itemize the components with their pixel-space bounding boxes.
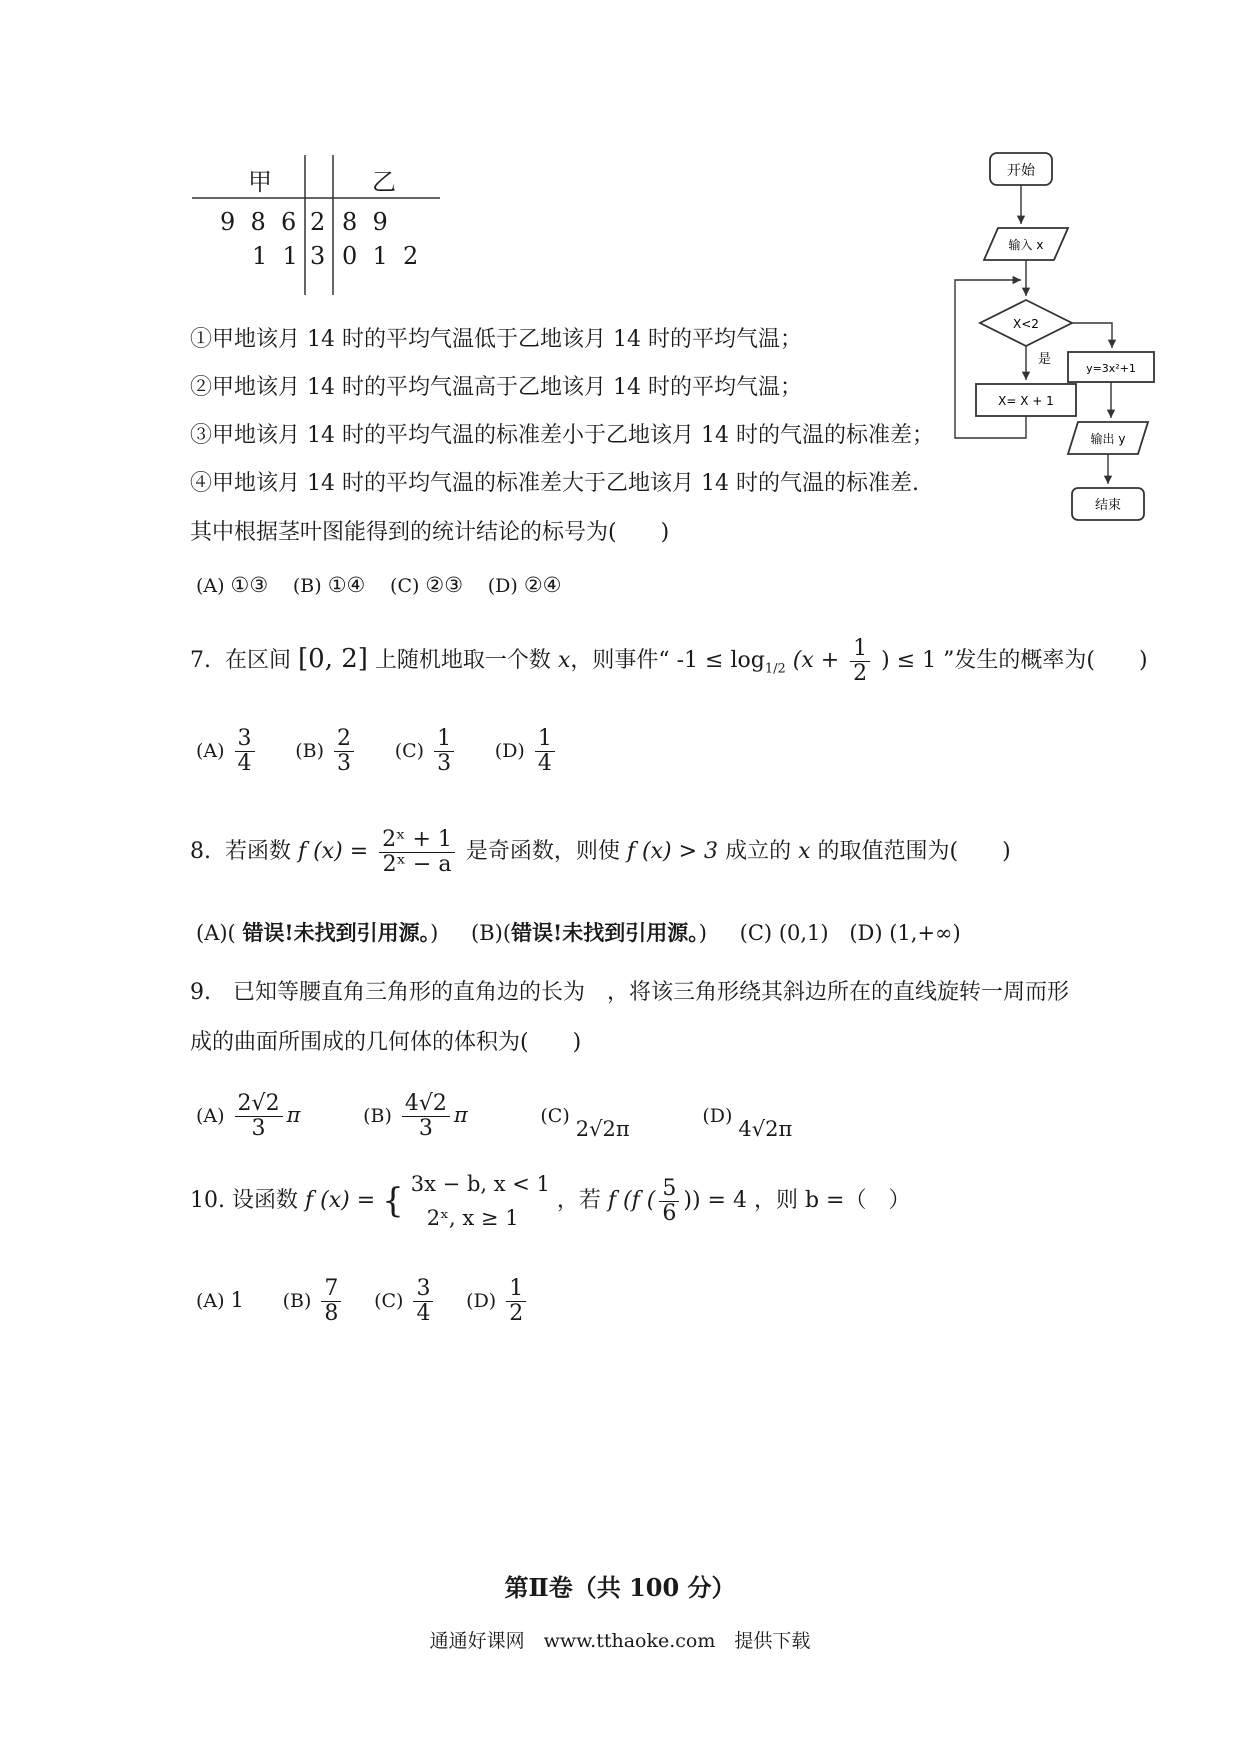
flow-cond: X<2 bbox=[1013, 317, 1039, 331]
question-10: 10. 设函数 f (x) = { 3x − b, x < 1 2ˣ, x ≥ 1 ，若 f (f ( $\frac{5}{6}$ )) = 4 ，则 b =（ ） bbox=[190, 1166, 910, 1236]
q10-brace: { bbox=[382, 1181, 404, 1221]
flow-input: 输入 x bbox=[1008, 238, 1044, 252]
stemleaf-row2-right: 0 1 2 bbox=[342, 242, 419, 270]
q8-option-a: (A)( 错误!未找到引用源。) bbox=[196, 920, 439, 945]
q10-option-b: (B) $\frac{7}{8}$ bbox=[283, 1288, 346, 1312]
flowchart bbox=[950, 148, 1170, 533]
question-8: 8. 若函数 f (x) = $\frac{\text{2ˣ + 1}}{\text{2ˣ − a}}$ 是奇函数，则使 f (x) > 3 成立的 x 的取值范围为( ) bbox=[190, 826, 1011, 877]
q7-fraction: $\frac{1}{2}$ bbox=[850, 637, 870, 686]
flow-yes: 是 bbox=[1038, 352, 1052, 367]
stemleaf-left-header: 甲 bbox=[248, 168, 272, 196]
q8-fraction: $\frac{\text{2ˣ + 1}}{\text{2ˣ − a}}$ bbox=[379, 828, 455, 877]
q8-option-d: (D) (1,+∞) bbox=[849, 921, 961, 945]
q7-option-c: (C) $\frac{1}{3}$ bbox=[395, 738, 458, 762]
statement-1: ①甲地该月 14 时的平均气温低于乙地该月 14 时的平均气温； bbox=[190, 327, 802, 352]
q6-prompt: 其中根据茎叶图能得到的统计结论的标号为( ) bbox=[190, 520, 670, 545]
q8-option-b: (B)(错误!未找到引用源。) bbox=[471, 920, 707, 945]
q9-option-d: (D)4√2π bbox=[702, 1105, 793, 1141]
flow-calc: y=3x²+1 bbox=[1086, 362, 1136, 375]
statement-4: ④甲地该月 14 时的平均气温的标准差大于乙地该月 14 时的气温的标准差. bbox=[190, 471, 919, 496]
question-9-line2: 成的曲面所围成的几何体的体积为( ) bbox=[190, 1030, 582, 1055]
stemleaf-row1-right: 8 9 bbox=[342, 208, 388, 236]
q8-options bbox=[196, 918, 961, 948]
q7-option-a: (A) $\frac{3}{4}$ bbox=[196, 738, 259, 762]
q10-cases: 3x − b, x < 1 2ˣ, x ≥ 1 bbox=[410, 1172, 550, 1230]
q7-interval: [0, 2] bbox=[298, 644, 368, 674]
stemleaf-row2-left: 1 1 bbox=[252, 242, 298, 270]
q9-option-a: (A) $\frac{2√2}{3}$ π bbox=[196, 1091, 301, 1141]
stemleaf-row2-stem: 3 bbox=[310, 242, 326, 270]
flowchart-svg bbox=[950, 148, 1170, 533]
stemleaf-row1-stem: 2 bbox=[310, 208, 326, 236]
q8-option-c: (C) (0,1) bbox=[739, 921, 829, 945]
flow-assign: X= X + 1 bbox=[998, 394, 1054, 408]
q7-options bbox=[196, 722, 559, 779]
q10-option-a: (A) 1 bbox=[196, 1288, 244, 1312]
section-title: 第Ⅱ卷（共 100 分） bbox=[504, 1573, 736, 1602]
statement-3: ③甲地该月 14 时的平均气温的标准差小于乙地该月 14 时的气温的标准差； bbox=[190, 423, 934, 448]
q10-options bbox=[196, 1272, 530, 1329]
question-7: 7. 在区间 [0, 2] 上随机地取一个数 x，则事件“ $-1 \le \log_{1/2} (x$ + $\frac{1}{2}$ ) ≤ 1 ”发生的概率为( ) bbox=[190, 635, 1148, 686]
footer: 通通好课网 www.tthaoke.com 提供下载 bbox=[429, 1630, 811, 1652]
q6-option-c: (C) ②③ bbox=[390, 573, 464, 597]
q7-option-b: (B) $\frac{2}{3}$ bbox=[295, 738, 358, 762]
q6-option-a: (A) ①③ bbox=[196, 573, 269, 597]
flow-output: 输出 y bbox=[1090, 432, 1126, 446]
stem-leaf-plot bbox=[190, 150, 450, 300]
q10-fraction: $\frac{5}{6}$ bbox=[659, 1177, 679, 1226]
q7-option-d: (D) $\frac{1}{4}$ bbox=[495, 738, 559, 762]
question-9-line1: 9. 已知等腰直角三角形的直角边的长为 ，将该三角形绕其斜边所在的直线旋转一周而形 bbox=[190, 980, 1069, 1005]
stemleaf-right-header: 乙 bbox=[372, 168, 396, 196]
q9-options bbox=[196, 1085, 792, 1146]
stemleaf-row1-left: 9 8 6 bbox=[220, 208, 297, 236]
flow-end: 结束 bbox=[1094, 498, 1122, 513]
q10-option-d: (D) $\frac{1}{2}$ bbox=[466, 1288, 530, 1312]
q10-option-c: (C) $\frac{3}{4}$ bbox=[374, 1288, 437, 1312]
q6-options bbox=[196, 570, 561, 601]
q9-option-b: (B) $\frac{4√2}{3}$ π bbox=[363, 1091, 468, 1141]
flow-start: 开始 bbox=[1007, 163, 1035, 179]
q6-option-d: (D) ②④ bbox=[487, 573, 562, 597]
q6-option-b: (B) ①④ bbox=[292, 573, 366, 597]
q9-option-c: (C)2√2π bbox=[540, 1105, 630, 1141]
statement-2: ②甲地该月 14 时的平均气温高于乙地该月 14 时的平均气温； bbox=[190, 375, 802, 400]
